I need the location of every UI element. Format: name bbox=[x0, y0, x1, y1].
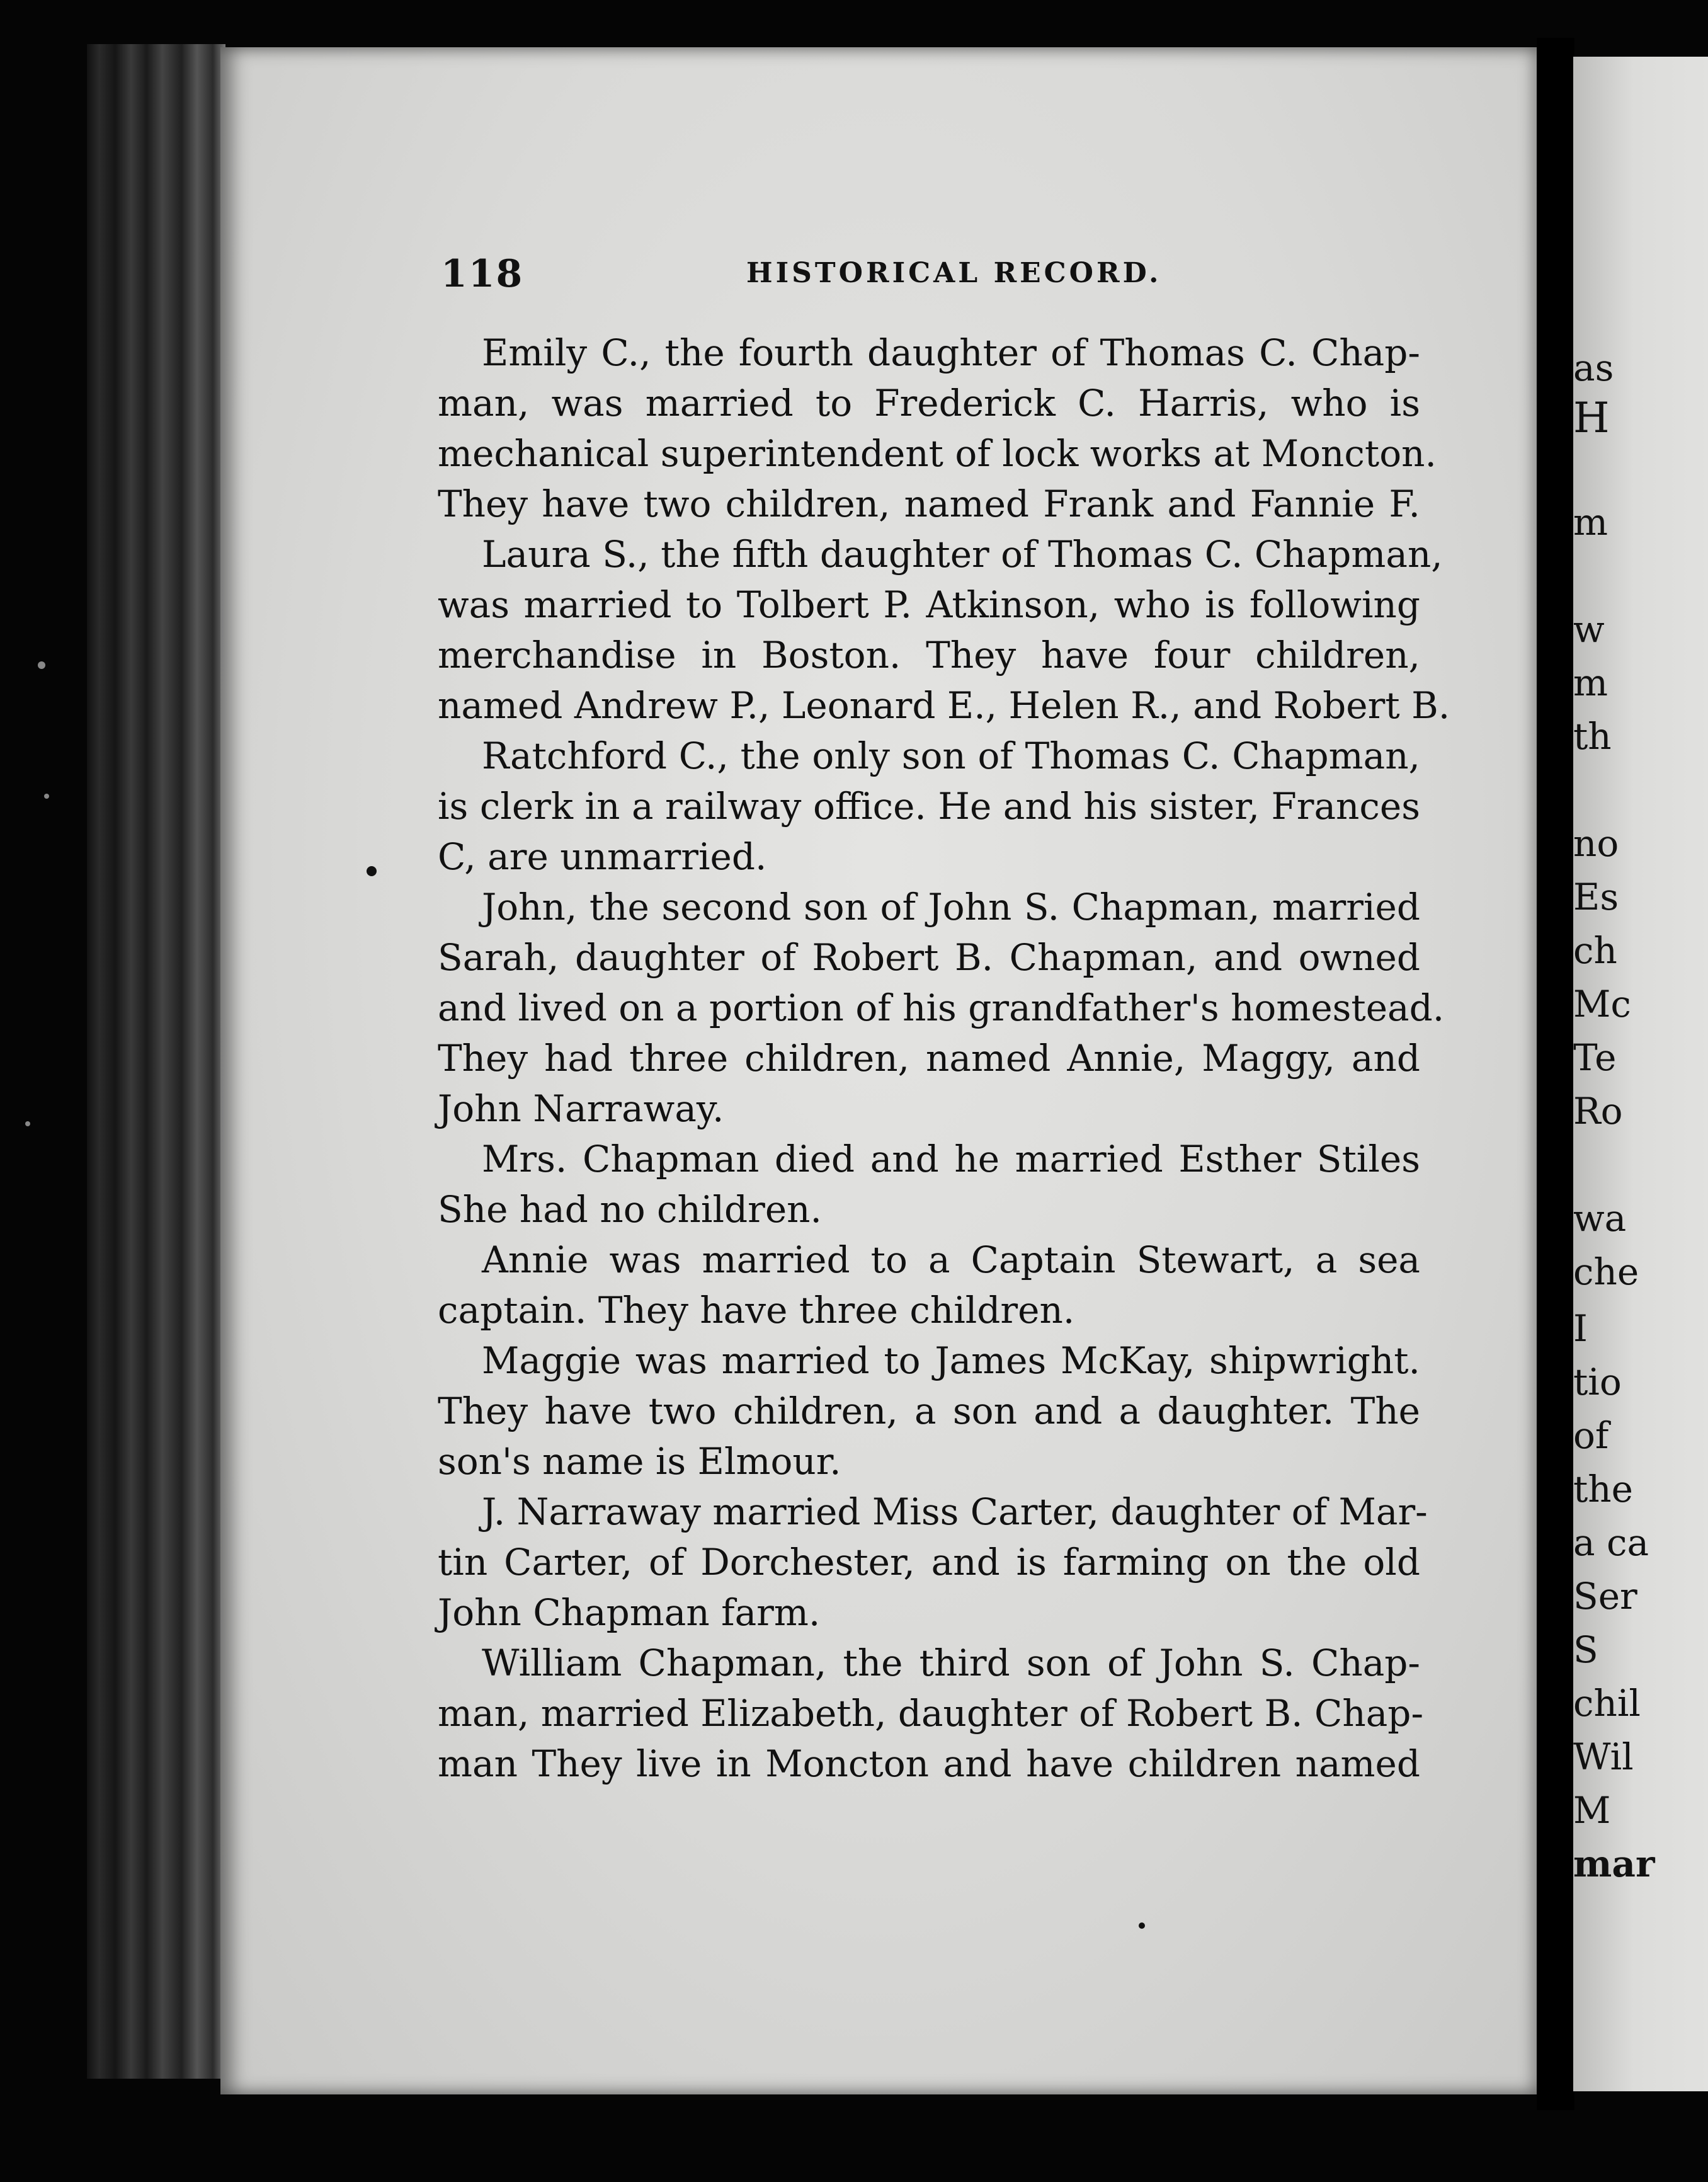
text-line: captain. They have three children. bbox=[438, 1289, 1075, 1332]
ink-speck bbox=[367, 866, 377, 876]
dust-speck bbox=[44, 794, 49, 799]
text-line: They had three children, named Annie, Maggy, and bbox=[438, 1037, 1420, 1080]
text-line: She had no children. bbox=[438, 1188, 822, 1231]
text-line: John, the second son of John S. Chapman, married bbox=[482, 886, 1420, 928]
text-line: Ratchford C., the only son of Thomas C. Chapman, bbox=[482, 734, 1420, 777]
text-line: man They live in Moncton and have children named bbox=[438, 1742, 1420, 1785]
text-line: Sarah, daughter of Robert B. Chapman, and owned bbox=[438, 936, 1420, 979]
text-line: C, are unmarried. bbox=[438, 835, 767, 878]
text-fragment: tio bbox=[1573, 1361, 1622, 1403]
text-line: Mrs. Chapman died and he married Esther Stiles bbox=[482, 1138, 1420, 1180]
page-number: 118 bbox=[441, 252, 524, 296]
text-fragment: I bbox=[1573, 1307, 1588, 1350]
text-fragment: ch bbox=[1573, 929, 1617, 972]
text-fragment: Es bbox=[1573, 876, 1619, 918]
text-line: man, was married to Frederick C. Harris, who is bbox=[438, 382, 1420, 425]
text-line: son's name is Elmour. bbox=[438, 1440, 841, 1483]
text-fragment: mar bbox=[1573, 1842, 1655, 1885]
book-fore-edge bbox=[87, 44, 225, 2079]
page-gutter bbox=[1537, 38, 1574, 2110]
text-fragment: no bbox=[1573, 822, 1619, 865]
body-text bbox=[438, 328, 1450, 1789]
text-fragment: Te bbox=[1573, 1036, 1617, 1079]
text-fragment: Ser bbox=[1573, 1575, 1637, 1618]
dust-speck bbox=[38, 661, 45, 669]
running-title: HISTORICAL RECORD. bbox=[746, 257, 1162, 289]
ink-speck bbox=[1139, 1922, 1145, 1929]
text-line: J. Narraway married Miss Carter, daughter of Mar- bbox=[482, 1490, 1428, 1533]
text-fragment: che bbox=[1573, 1250, 1639, 1293]
text-fragment: chil bbox=[1573, 1682, 1641, 1725]
text-line: Annie was married to a Captain Stewart, a sea bbox=[482, 1238, 1420, 1281]
text-line: merchandise in Boston. They have four children, bbox=[438, 634, 1420, 677]
text-fragment: Wil bbox=[1573, 1735, 1634, 1778]
text-line: Emily C., the fourth daughter of Thomas C. Chap- bbox=[482, 331, 1420, 374]
text-line: John Narraway. bbox=[438, 1087, 724, 1130]
text-line: They have two children, named Frank and Fannie F. bbox=[438, 483, 1420, 525]
text-line: tin Carter, of Dorchester, and is farming on the old bbox=[438, 1541, 1420, 1584]
text-fragment: m bbox=[1573, 501, 1608, 544]
text-line: mechanical superintendent of lock works at Moncton. bbox=[438, 432, 1437, 475]
next-page-text bbox=[1573, 57, 1708, 2091]
text-fragment: as bbox=[1573, 346, 1614, 389]
text-line: man, married Elizabeth, daughter of Robert B. Chap- bbox=[438, 1692, 1424, 1735]
text-line: was married to Tolbert P. Atkinson, who is following bbox=[438, 583, 1420, 626]
running-head bbox=[441, 252, 1386, 302]
text-fragment: S bbox=[1573, 1628, 1598, 1671]
text-fragment: of bbox=[1573, 1414, 1609, 1457]
text-line: and lived on a portion of his grandfather's homestead. bbox=[438, 986, 1445, 1029]
text-fragment: H bbox=[1573, 394, 1610, 442]
text-fragment: M bbox=[1573, 1789, 1611, 1832]
text-fragment: Mc bbox=[1573, 983, 1631, 1025]
text-fragment: wa bbox=[1573, 1197, 1627, 1240]
text-fragment: m bbox=[1573, 661, 1608, 704]
text-line: Laura S., the fifth daughter of Thomas C. Chapman, bbox=[482, 533, 1443, 576]
book-page-right-edge bbox=[1573, 57, 1708, 2091]
text-fragment: Ro bbox=[1573, 1090, 1623, 1133]
dust-speck bbox=[25, 1121, 30, 1126]
text-fragment: w bbox=[1573, 608, 1605, 651]
text-line: named Andrew P., Leonard E., Helen R., and Robert B. bbox=[438, 684, 1450, 727]
text-fragment: the bbox=[1573, 1468, 1633, 1511]
text-line: They have two children, a son and a daughter. The bbox=[438, 1390, 1420, 1432]
text-line: Maggie was married to James McKay, shipwright. bbox=[482, 1339, 1420, 1382]
text-line: is clerk in a railway office. He and his sister, Frances bbox=[438, 785, 1420, 828]
text-fragment: a ca bbox=[1573, 1521, 1649, 1564]
text-fragment: th bbox=[1573, 715, 1612, 758]
text-line: William Chapman, the third son of John S. Chap- bbox=[482, 1642, 1420, 1684]
text-line: John Chapman farm. bbox=[438, 1591, 821, 1634]
